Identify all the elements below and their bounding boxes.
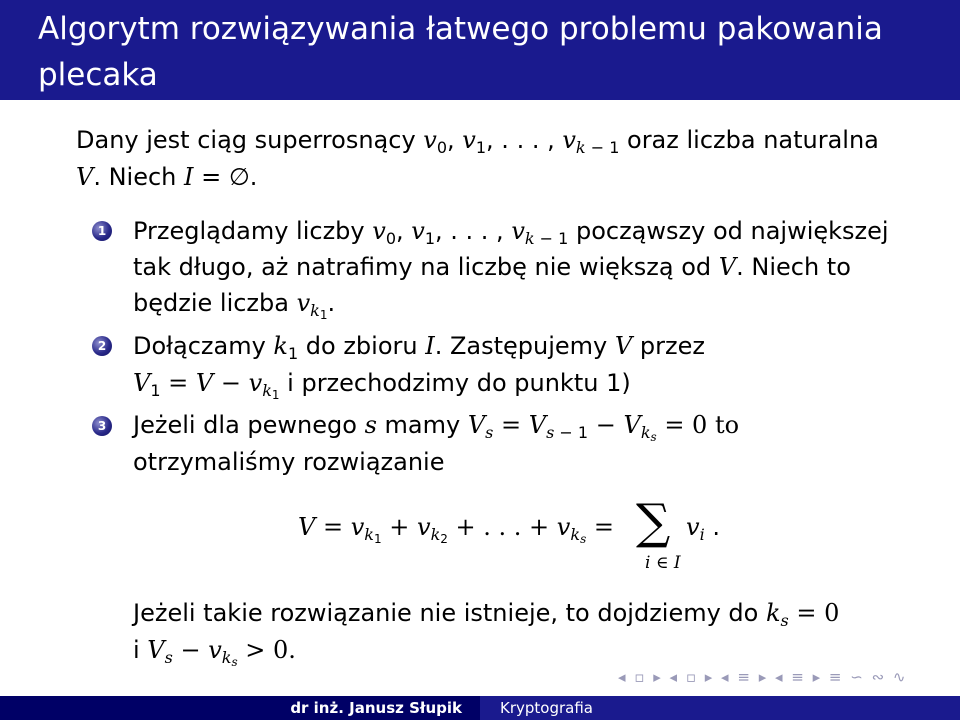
closing-text-2: = 0 [788, 599, 840, 627]
math-sub [576, 138, 619, 157]
math-v: v [248, 369, 263, 397]
step1-text-4: . Niech to [736, 253, 851, 281]
step3-text: Jeżeli dla pewnego [133, 411, 365, 439]
math-v: v [417, 513, 431, 541]
footer-course: Kryptografia [480, 696, 960, 720]
intro-text-2: oraz liczba naturalna [619, 126, 879, 154]
math-sub [310, 301, 327, 320]
display-formula-right [686, 512, 720, 542]
math-V: V [614, 332, 633, 360]
math-sub: s [164, 648, 173, 667]
enum-bullet-2: 2 [92, 336, 112, 356]
math-V: V [76, 163, 94, 191]
math-V: V [718, 253, 737, 281]
step3-line-2 [133, 447, 444, 477]
math-sub: 1 [475, 138, 487, 157]
math-sub: 1 [424, 229, 436, 248]
math-sub-sub-2: 2 [440, 532, 448, 546]
beamer-navigation-icons[interactable]: ◂ ▫ ▸ ◂ ▫ ▸ ◂ ≡ ▸ ◂ ≡ ▸ ≡ ∽ ∾ ∿ [618, 668, 908, 686]
math-sub [431, 525, 448, 544]
step2-text-4: przez [632, 332, 705, 360]
math-minus-one: − 1 [534, 229, 569, 248]
math-comma: , [447, 126, 463, 154]
math-equals: = [160, 369, 196, 397]
math-dots: , . . . , [486, 126, 563, 154]
step2-text-3: . Zastępujemy [434, 332, 615, 360]
step2-text-2: do zbioru [298, 332, 426, 360]
math-sub-sub: 1 [271, 388, 280, 402]
display-formula-left [298, 512, 614, 546]
step1-text-3: tak długo, aż natrafimy na liczbę nie większą od [133, 253, 719, 281]
step3-line-1 [133, 410, 740, 444]
math-plus-dots: + . . . + [447, 513, 557, 541]
math-equals: = [315, 513, 351, 541]
math-V: V [133, 369, 151, 397]
math-plus: + [381, 513, 417, 541]
math-v: v [411, 217, 425, 245]
math-sub: i [699, 525, 705, 544]
sum-index: i ∈ I [645, 553, 681, 573]
math-V: V [623, 411, 641, 439]
math-s: s [364, 411, 377, 439]
math-minus: − [172, 636, 209, 664]
math-sub: s [780, 611, 789, 630]
step2-line-2 [133, 368, 631, 402]
math-V: V [195, 369, 214, 397]
step3-text-4: otrzymaliśmy rozwiązanie [133, 448, 445, 476]
closing-line-2 [133, 635, 296, 669]
step1-period: . [327, 289, 336, 317]
sum-symbol: ∑ [636, 494, 671, 550]
math-k: k [273, 332, 288, 360]
math-equals: = [493, 411, 529, 439]
math-empty-set: = ∅. [193, 163, 258, 191]
step3-text-2: mamy [376, 411, 468, 439]
step2-text: Dołączamy [133, 332, 274, 360]
math-equals: = [586, 513, 614, 541]
step1-text: Przeglądamy liczby [133, 217, 373, 245]
math-sub: 1 [150, 381, 161, 400]
math-sub-sub: 1 [373, 532, 382, 546]
math-period: . [704, 513, 720, 541]
math-k: k [570, 525, 581, 544]
intro-text: Dany jest ciąg superrosnący [76, 126, 424, 154]
math-v: v [562, 126, 576, 154]
step2-line-1 [133, 331, 705, 361]
math-k: k [262, 381, 272, 400]
math-V: V [467, 411, 486, 439]
math-v: v [296, 289, 311, 317]
math-sub [222, 648, 238, 667]
math-s: s [546, 423, 555, 442]
math-V: V [147, 636, 165, 664]
math-sub [546, 423, 588, 442]
closing-text-4: > 0. [237, 636, 296, 664]
math-v: v [556, 513, 571, 541]
math-v: v [372, 217, 386, 245]
math-v: v [511, 217, 525, 245]
math-sub: s [485, 423, 494, 442]
step1-line-2 [133, 252, 851, 282]
math-sub-sub: s [580, 532, 587, 546]
step1-text-5: będzie liczba [133, 289, 297, 317]
math-k: k [221, 648, 232, 667]
math-sub [262, 381, 279, 400]
math-sub [525, 229, 568, 248]
math-k: k [364, 525, 374, 544]
intro-line-2 [76, 162, 257, 192]
intro-text-3: . Niech [93, 163, 185, 191]
math-k: k [575, 138, 586, 157]
math-V: V [298, 513, 316, 541]
footer-author: dr inż. Janusz Słupik [0, 696, 480, 720]
math-sub-sub: 1 [319, 308, 328, 322]
math-v: v [208, 636, 222, 664]
step1-line-1 [133, 216, 889, 246]
math-minus: − [588, 411, 624, 439]
math-dots: , . . . , [435, 217, 512, 245]
math-k: k [310, 301, 320, 320]
math-sub [570, 525, 586, 544]
enum-bullet-1: 1 [92, 221, 112, 241]
math-sub: 0 [385, 229, 396, 248]
math-sub-sub: s [231, 655, 238, 669]
math-k: k [430, 525, 441, 544]
math-v: v [462, 126, 476, 154]
math-minus: − [213, 369, 249, 397]
closing-line-1 [133, 598, 839, 628]
math-sub-sub: s [650, 430, 657, 444]
math-I: I [184, 163, 194, 191]
step3-text-3: = 0 to [656, 411, 740, 439]
math-I: I [425, 332, 435, 360]
step1-line-3 [133, 288, 336, 322]
closing-text: Jeżeli takie rozwiązanie nie istnieje, to dojdziemy do [133, 599, 766, 627]
enum-bullet-3: 3 [92, 416, 112, 436]
intro-line-1 [76, 125, 879, 155]
step2-text-5: i przechodzimy do punktu 1) [279, 369, 631, 397]
math-k: k [640, 423, 651, 442]
math-v: v [686, 513, 700, 541]
math-sub [364, 525, 381, 544]
math-sub: 1 [287, 344, 299, 363]
math-comma: , [396, 217, 412, 245]
math-V: V [528, 411, 547, 439]
math-sub: 0 [436, 138, 448, 157]
math-v: v [423, 126, 437, 154]
math-minus-one: − 1 [585, 138, 620, 157]
math-k: k [524, 229, 535, 248]
math-minus-one: − 1 [554, 423, 589, 442]
closing-text-3: i [133, 636, 148, 664]
step1-text-2: począwszy od największej [568, 217, 889, 245]
math-v: v [350, 513, 365, 541]
slide-title: Algorytm rozwiązywania łatwego problemu pakowania plecaka [38, 11, 883, 93]
math-k: k [765, 599, 781, 627]
footer [0, 696, 960, 720]
math-sub [641, 423, 657, 442]
